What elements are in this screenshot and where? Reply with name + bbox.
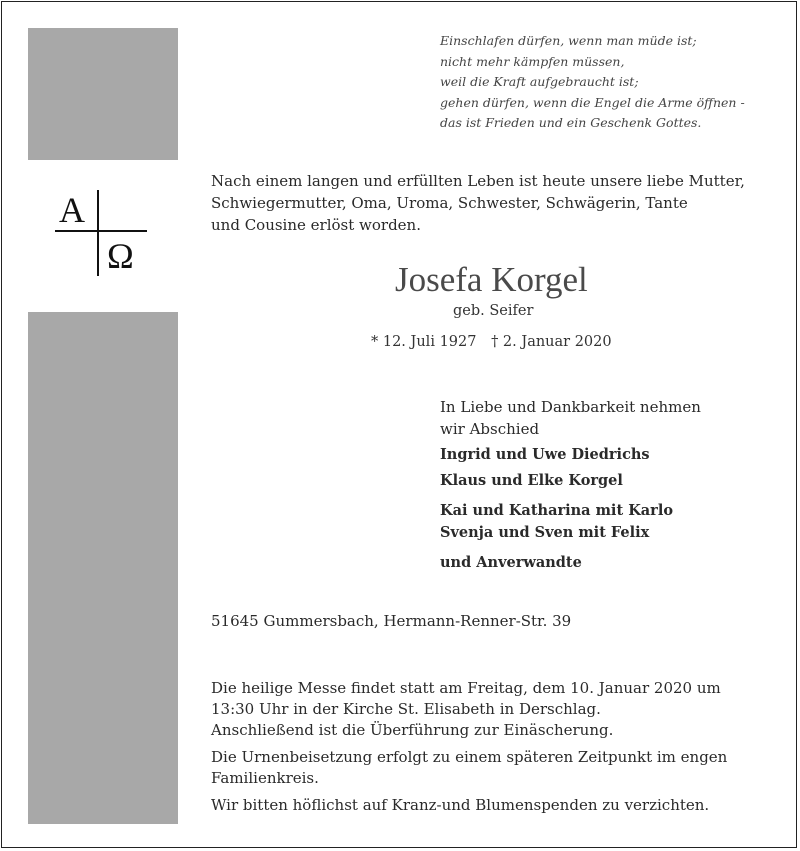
info-line: 13:30 Uhr in der Kirche St. Elisabeth in Derschlag. bbox=[211, 700, 601, 718]
intro-line: und Cousine erlöst worden. bbox=[211, 216, 421, 234]
alpha-letter: A bbox=[59, 190, 85, 230]
mourner-name: Ingrid und Uwe Diedrichs bbox=[440, 446, 650, 463]
intro-line: Nach einem langen und erfüllten Leben ist heute unsere liebe Mutter, bbox=[211, 172, 745, 190]
birth-date: * 12. Juli 1927 bbox=[371, 334, 477, 350]
info-line: Anschließend ist die Überführung zur Einäscherung. bbox=[211, 721, 614, 739]
poem-line: nicht mehr kämpfen müssen, bbox=[440, 53, 625, 69]
poem-line: weil die Kraft aufgebraucht ist; bbox=[440, 74, 639, 89]
mourner-name: Klaus und Elke Korgel bbox=[440, 472, 623, 489]
life-dates bbox=[371, 334, 622, 350]
address: 51645 Gummersbach, Hermann-Renner-Str. 39 bbox=[211, 612, 572, 630]
mourner-name: Kai und Katharina mit Karlo bbox=[440, 502, 674, 519]
info-line: Wir bitten höflichst auf Kranz-und Blumenspenden zu verzichten. bbox=[211, 796, 710, 814]
side-bar-bottom bbox=[28, 312, 178, 824]
intro-line: Schwiegermutter, Oma, Uroma, Schwester, Schwägerin, Tante bbox=[211, 194, 688, 212]
poem-line: gehen dürfen, wenn die Engel die Arme öffnen - bbox=[440, 94, 745, 110]
info-line: Die heilige Messe findet statt am Freitag, dem 10. Januar 2020 um bbox=[211, 679, 721, 697]
mourners-intro-line: In Liebe und Dankbarkeit nehmen bbox=[440, 398, 701, 416]
mourner-name: Svenja und Sven mit Felix bbox=[440, 524, 650, 541]
poem-line: Einschlafen dürfen, wenn man müde ist; bbox=[440, 33, 697, 48]
intro-text bbox=[211, 170, 771, 236]
birth-name: geb. Seifer bbox=[453, 303, 534, 319]
alpha-omega-cross-icon bbox=[55, 190, 147, 278]
side-bar-top bbox=[28, 28, 178, 160]
poem-line: das ist Frieden und ein Geschenk Gottes. bbox=[440, 115, 702, 130]
mourner-name: und Anverwandte bbox=[440, 554, 582, 571]
poem bbox=[440, 31, 745, 134]
omega-letter: Ω bbox=[107, 236, 134, 276]
info-line: Familienkreis. bbox=[211, 769, 319, 787]
mourners-intro-line: wir Abschied bbox=[440, 420, 540, 438]
mourners bbox=[440, 396, 701, 574]
deceased-name: Josefa Korgel bbox=[395, 260, 588, 299]
service-info bbox=[211, 678, 727, 816]
cross-horizontal-line bbox=[55, 230, 147, 232]
cross-vertical-line bbox=[97, 190, 99, 276]
death-date: † 2. Januar 2020 bbox=[491, 334, 612, 350]
info-line: Die Urnenbeisetzung erfolgt zu einem späteren Zeitpunkt im engen bbox=[211, 748, 728, 766]
